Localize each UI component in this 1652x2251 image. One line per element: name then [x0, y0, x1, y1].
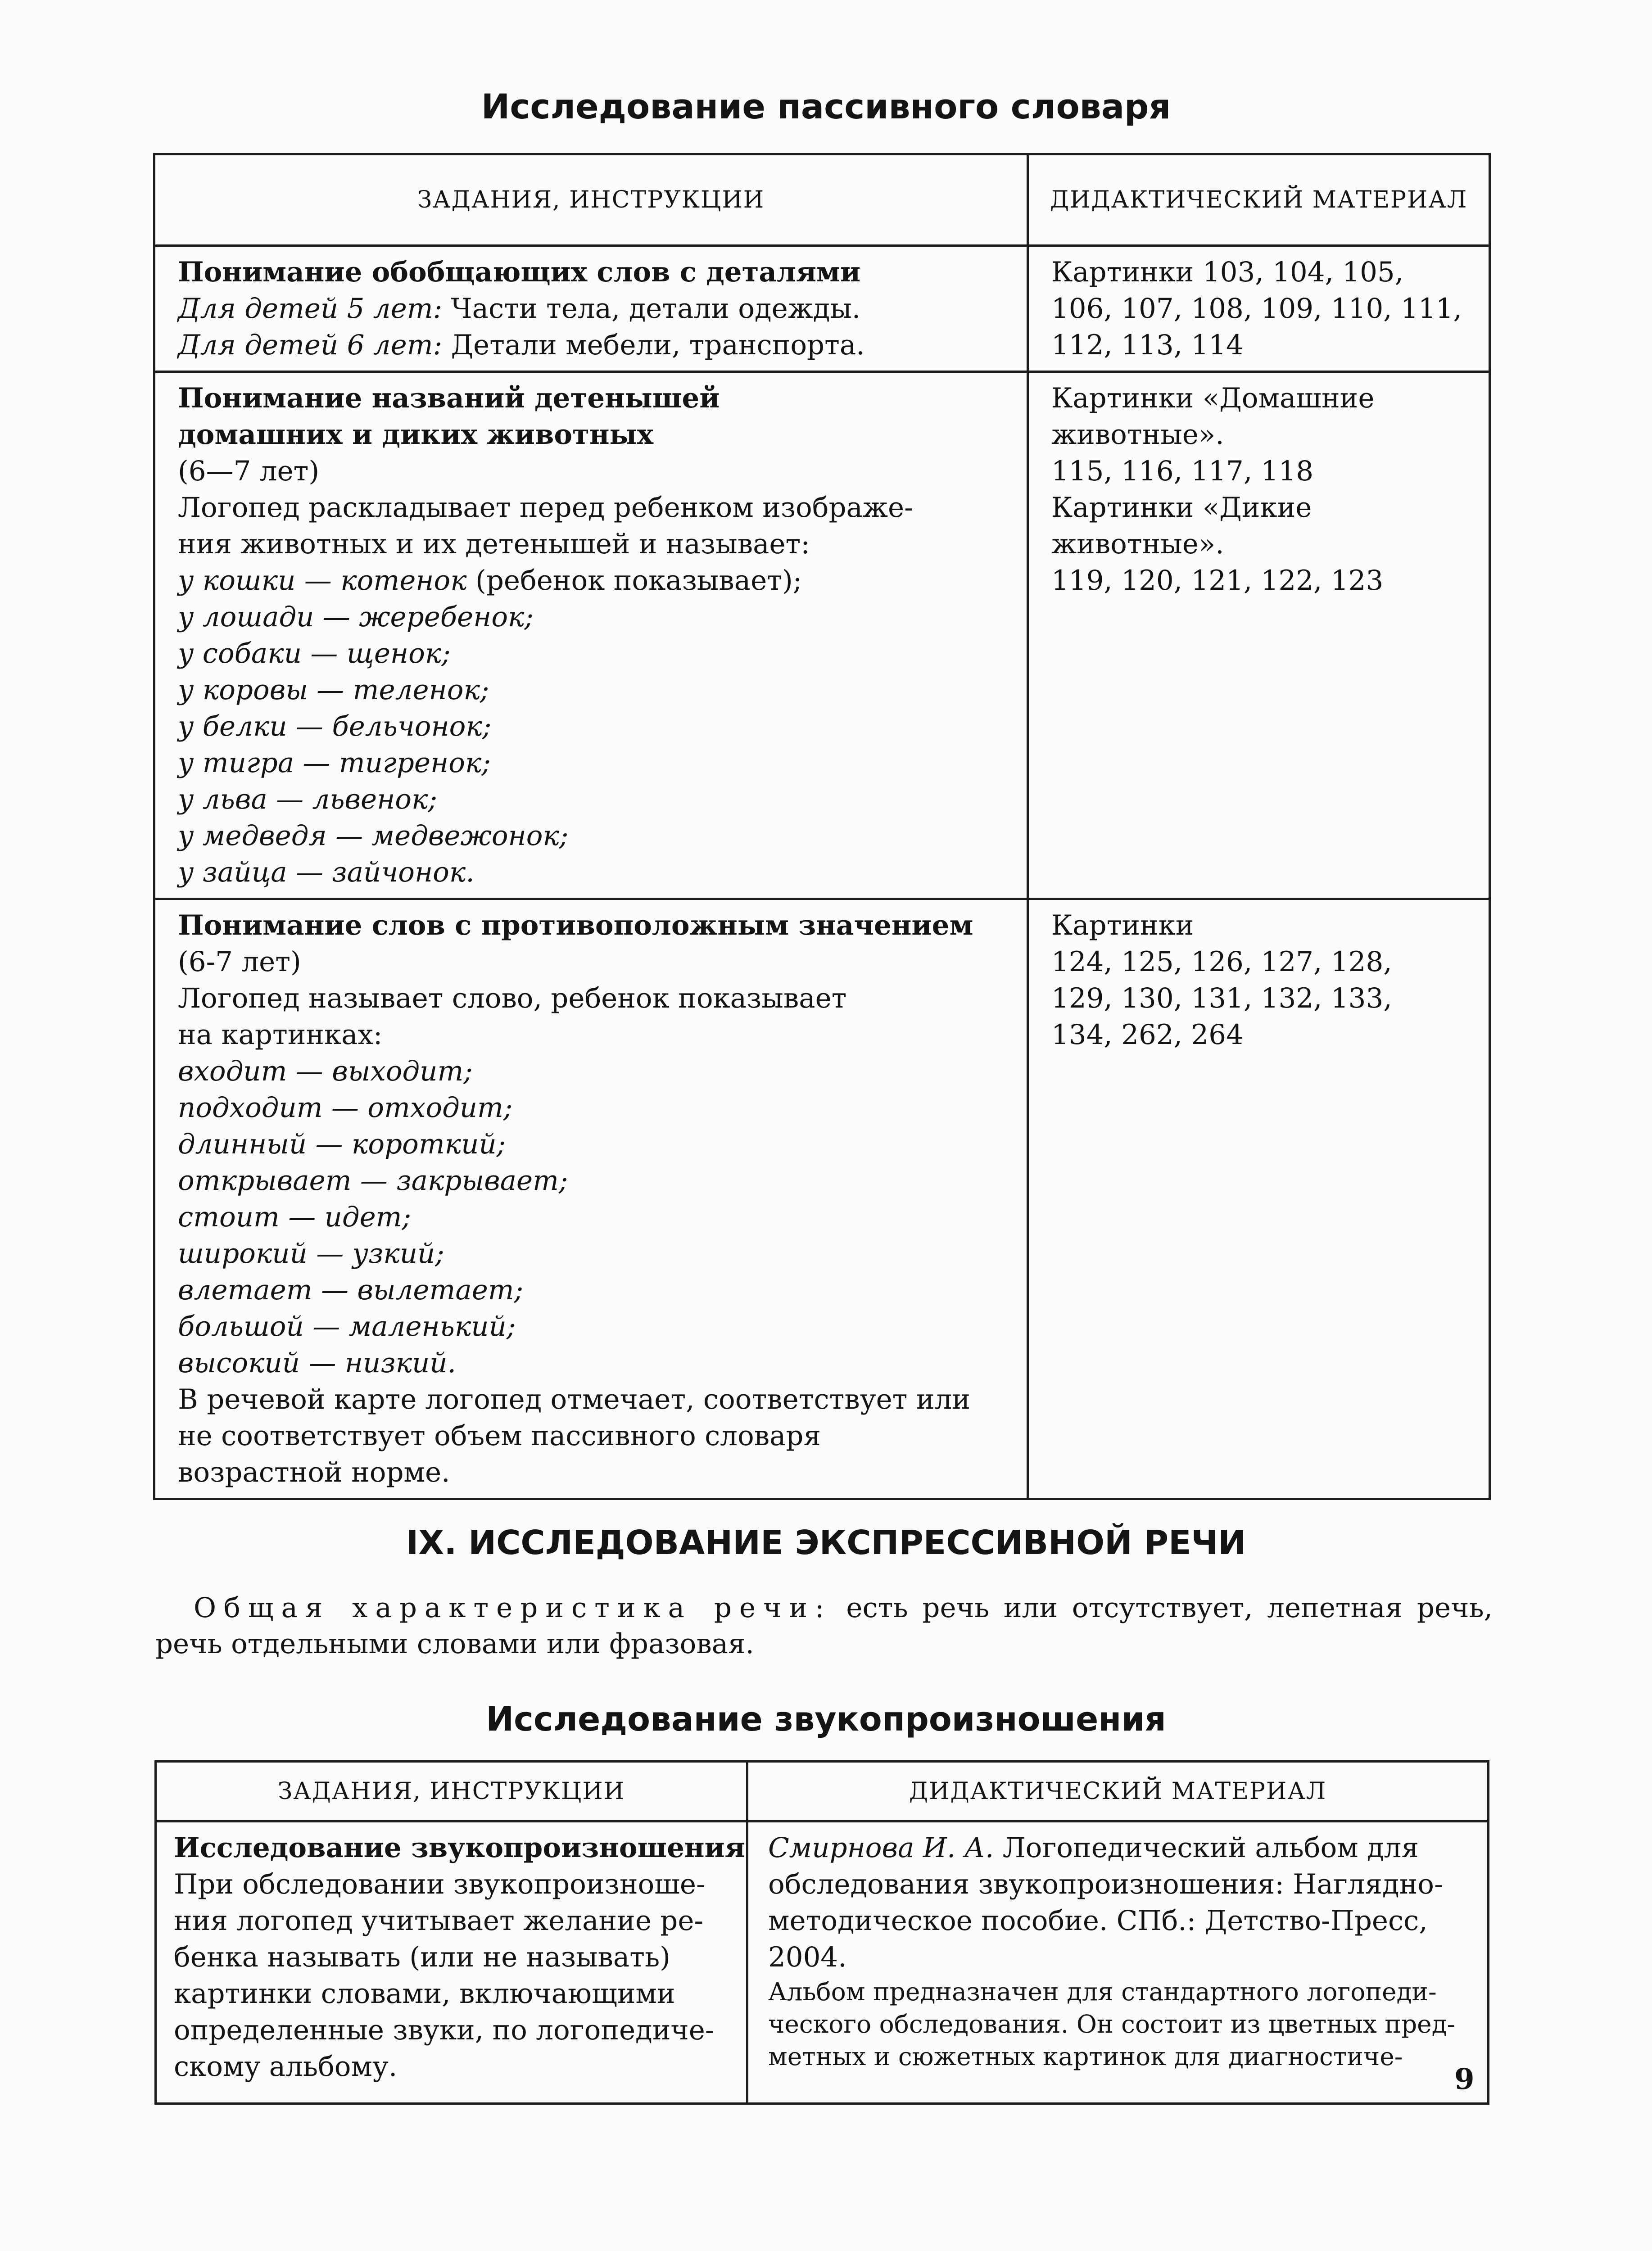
tasks-cell	[154, 246, 1028, 372]
description-line: ческого обследования. Он состоит из цветных пред-	[768, 2010, 1456, 2039]
text-line: картинки словами, включающими	[174, 1978, 675, 2010]
material-line: 134, 262, 264	[1051, 1019, 1244, 1051]
section-title-sound-pronunciation: Исследование звукопроизношения	[486, 1700, 1166, 1739]
material-line: 112, 113, 114	[1051, 329, 1244, 361]
material-line: Картинки 103, 104, 105,	[1051, 256, 1404, 288]
age-label: Для детей 6 лет:	[178, 329, 443, 361]
material-line: 115, 116, 117, 118	[1051, 455, 1314, 487]
header-tasks: ЗАДАНИЯ, ИНСТРУКЦИИ	[156, 1762, 747, 1822]
table-header-row	[154, 154, 1490, 246]
book-line: методическое пособие. СПб.: Детство-Пресс,	[768, 1905, 1428, 1937]
text-line: бенка называть (или не называть)	[174, 1941, 670, 1973]
word-pair: входит — выходит;	[178, 1055, 473, 1087]
text-line: скому альбому.	[174, 2051, 398, 2083]
material-line: 129, 130, 131, 132, 133,	[1051, 982, 1392, 1014]
material-cell	[747, 1822, 1489, 2104]
speech-characteristic-paragraph	[155, 1590, 1493, 1662]
book-author: Смирнова И. А.	[768, 1832, 994, 1864]
word-pair: длинный — короткий;	[178, 1128, 506, 1160]
age-label: Для детей 5 лет:	[178, 293, 443, 325]
text-line: определенные звуки, по логопедиче-	[174, 2014, 715, 2046]
material-cell	[1028, 372, 1490, 899]
sound-pronunciation-table	[154, 1760, 1489, 2105]
text-line: ния логопед учитывает желание ре-	[174, 1905, 704, 1937]
animal-pair: у белки — бельчонок;	[178, 710, 492, 742]
material-line: Картинки «Дикие	[1051, 492, 1312, 524]
description-line: Альбом предназначен для стандартного логопеди-	[768, 1977, 1437, 2006]
age-range: (6-7 лет)	[178, 946, 301, 978]
word-pair: подходит — отходит;	[178, 1092, 513, 1124]
table-row	[154, 899, 1490, 1499]
material-line: 124, 125, 126, 127, 128,	[1051, 946, 1392, 978]
task-title: Понимание названий детенышей	[178, 382, 720, 414]
section-title-passive-vocabulary: Исследование пассивного словаря	[481, 86, 1171, 127]
task-title: Исследование звукопроизношения	[174, 1832, 745, 1864]
table-header-row	[156, 1762, 1489, 1822]
word-pair: высокий — низкий.	[178, 1347, 456, 1379]
text-line: При обследовании звукопроизноше-	[174, 1868, 706, 1900]
pair-note: (ребенок показывает);	[466, 565, 802, 597]
animal-pair: у льва — львенок;	[178, 783, 438, 815]
page-number: 9	[1454, 2062, 1475, 2096]
header-tasks: ЗАДАНИЯ, ИНСТРУКЦИИ	[154, 154, 1028, 246]
description-line: метных и сюжетных картинок для диагностиче-	[768, 2042, 1403, 2071]
instruction-line: ния животных и их детенышей и называет:	[178, 528, 810, 560]
animal-pair: у зайца — зайчонок.	[178, 856, 475, 888]
task-title: Понимание обобщающих слов с деталями	[178, 256, 861, 288]
header-material: ДИДАКТИЧЕСКИЙ МАТЕРИАЛ	[1028, 154, 1490, 246]
material-line: Картинки	[1051, 909, 1194, 941]
animal-pair: у медведя — медвежонок;	[178, 820, 569, 852]
tasks-cell	[154, 899, 1028, 1499]
material-cell	[1028, 246, 1490, 372]
instruction-line: Логопед раскладывает перед ребенком изображе-	[178, 492, 914, 524]
animal-pair: у собаки — щенок;	[178, 637, 451, 669]
table-row	[154, 246, 1490, 372]
instruction-line: Логопед называет слово, ребенок показывает	[178, 982, 847, 1014]
book-line: 2004.	[768, 1941, 847, 1973]
material-line: 119, 120, 121, 122, 123	[1051, 565, 1384, 597]
word-pair: влетает — вылетает;	[178, 1274, 524, 1306]
word-pair: широкий — узкий;	[178, 1238, 444, 1270]
passive-vocabulary-table	[153, 153, 1491, 1500]
note-line: возрастной норме.	[178, 1456, 450, 1488]
word-pair: большой — маленький;	[178, 1311, 516, 1342]
tasks-cell	[154, 372, 1028, 899]
tasks-cell	[156, 1822, 747, 2104]
material-cell	[1028, 899, 1490, 1499]
age-text: Части тела, детали одежды.	[442, 293, 861, 325]
spaced-label: Общая характеристика речи:	[194, 1592, 832, 1624]
age-text: Детали мебели, транспорта.	[442, 329, 865, 361]
task-title: Понимание слов с противоположным значением	[178, 909, 973, 941]
animal-pair: у коровы — теленок;	[178, 674, 489, 706]
animal-pair: у лошади — жеребенок;	[178, 601, 534, 633]
section-title-expressive-speech: IX. ИССЛЕДОВАНИЕ ЭКСПРЕССИВНОЙ РЕЧИ	[406, 1523, 1246, 1562]
material-line: животные».	[1051, 419, 1224, 451]
animal-pair: у кошки — котенок	[178, 565, 467, 597]
material-line: 106, 107, 108, 109, 110, 111,	[1051, 293, 1462, 325]
animal-pair: у тигра — тигренок;	[178, 747, 491, 779]
material-line: животные».	[1051, 528, 1224, 560]
age-range: (6—7 лет)	[178, 455, 320, 487]
note-line: В речевой карте логопед отмечает, соответствует или	[178, 1383, 970, 1415]
word-pair: стоит — идет;	[178, 1201, 412, 1233]
task-title: домашних и диких животных	[178, 419, 654, 451]
table-row	[154, 372, 1490, 899]
word-pair: открывает — закрывает;	[178, 1165, 568, 1197]
instruction-line: на картинках:	[178, 1019, 383, 1051]
book-title: Логопедический альбом для	[994, 1832, 1419, 1864]
book-line: обследования звукопроизношения: Наглядно-	[768, 1868, 1444, 1900]
table-row	[156, 1822, 1489, 2104]
header-material: ДИДАКТИЧЕСКИЙ МАТЕРИАЛ	[747, 1762, 1489, 1822]
material-line: Картинки «Домашние	[1051, 382, 1375, 414]
paragraph-text: есть речь или отсутствует, лепетная речь, речь отдельными словами или фразовая.	[155, 1592, 1493, 1660]
note-line: не соответствует объем пассивного словаря	[178, 1420, 821, 1452]
